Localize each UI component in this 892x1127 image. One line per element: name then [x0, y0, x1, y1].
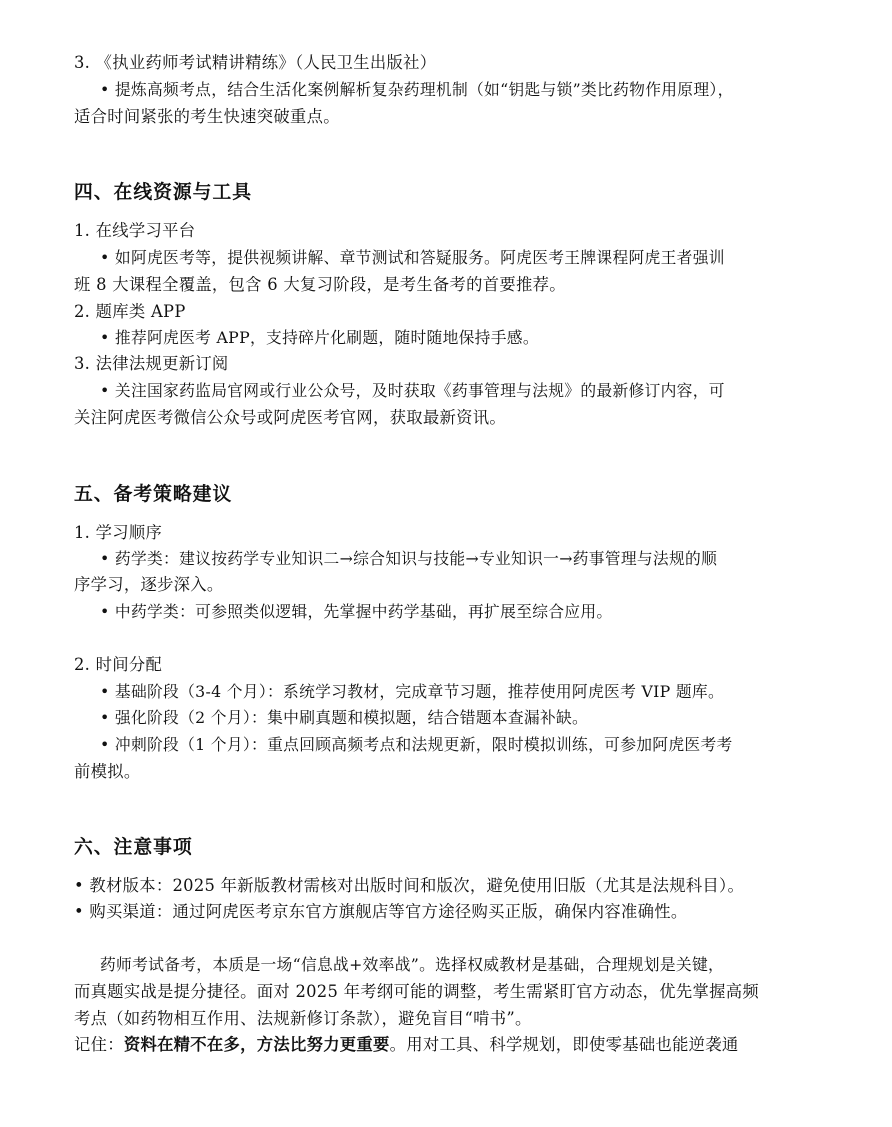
s5-item-2-bullet-1: • 基础阶段（3-4 个月）：系统学习教材，完成章节习题，推荐使用阿虎医考 VIP 题库。: [100, 682, 724, 701]
section-4-heading: 四、在线资源与工具: [74, 181, 253, 203]
book-item-3-bullet-cont: 适合时间紧张的考生快速突破重点。: [74, 107, 340, 126]
s5-item-1-bullet-2: • 中药学类：可参照类似逻辑，先掌握中药学基础，再扩展至综合应用。: [100, 602, 613, 621]
remember-suffix: 。用对工具、科学规划，即使零基础也能逆袭通: [389, 1035, 739, 1054]
s5-item-2-bullet-3: • 冲刺阶段（1 个月）：重点回顾高频考点和法规更新，限时模拟训练，可参加阿虎医考考: [100, 735, 733, 754]
remember-prefix: 记住：: [74, 1035, 124, 1054]
book-item-3-title: 3. 《执业药师考试精讲精练》（人民卫生出版社）: [74, 53, 437, 72]
book-item-3-bullet: • 提炼高频考点，结合生活化案例解析复杂药理机制（如“钥匙与锁”类比药物作用原理），: [100, 80, 734, 99]
section-5-heading: 五、备考策略建议: [74, 483, 233, 505]
s5-item-1-bullet-1: • 药学类：建议按药学专业知识二→综合知识与技能→专业知识一→药事管理与法规的顺: [100, 549, 718, 568]
s4-item-1-bullet-cont: 班 8 大课程全覆盖，包含 6 大复习阶段，是考生备考的首要推荐。: [74, 275, 566, 294]
closing-para-line-2: 而真题实战是提分捷径。面对 2025 年考纲可能的调整，考生需紧盯官方动态，优先掌握高频: [74, 982, 759, 1001]
s4-item-3-bullet-cont: 关注阿虎医考微信公众号或阿虎医考官网，获取最新资讯。: [74, 408, 506, 427]
s5-item-1-title: 1. 学习顺序: [74, 523, 163, 542]
s6-bullet-1: • 教材版本：2025 年新版教材需核对出版时间和版次，避免使用旧版（尤其是法规科目）。: [74, 876, 745, 895]
remember-bold-phrase: 资料在精不在多，方法比努力更重要: [123, 1035, 390, 1054]
s6-bullet-2: • 购买渠道：通过阿虎医考京东官方旗舰店等官方途径购买正版，确保内容准确性。: [74, 902, 688, 921]
s5-item-2-bullet-2: • 强化阶段（2 个月）：集中刷真题和模拟题，结合错题本查漏补缺。: [100, 708, 589, 727]
s5-item-2-bullet-3-cont: 前模拟。: [74, 762, 141, 781]
s4-item-3-bullet: • 关注国家药监局官网或行业公众号，及时获取《药事管理与法规》的最新修订内容，可: [100, 381, 725, 400]
s4-item-2-bullet: • 推荐阿虎医考 APP，支持碎片化刷题，随时随地保持手感。: [100, 328, 539, 347]
s5-item-2-title: 2. 时间分配: [74, 655, 163, 674]
s5-item-1-bullet-1-cont: 序学习，逐步深入。: [74, 575, 224, 594]
s4-item-3-title: 3. 法律法规更新订阅: [74, 354, 229, 373]
s4-item-1-title: 1. 在线学习平台: [74, 221, 196, 240]
s4-item-2-title: 2. 题库类 APP: [74, 302, 186, 321]
section-6-heading: 六、注意事项: [74, 836, 193, 858]
s4-item-1-bullet: • 如阿虎医考等，提供视频讲解、章节测试和答疑服务。阿虎医考王牌课程阿虎王者强训: [100, 248, 725, 267]
closing-remember-line: [74, 1032, 834, 1058]
closing-para-line-1: 药师考试备考，本质是一场“信息战+效率战”。选择权威教材是基础，合理规划是关键，: [100, 955, 725, 974]
closing-para-line-3: 考点（如药物相互作用、法规新修订条款），避免盲目“啃书”。: [74, 1009, 532, 1028]
